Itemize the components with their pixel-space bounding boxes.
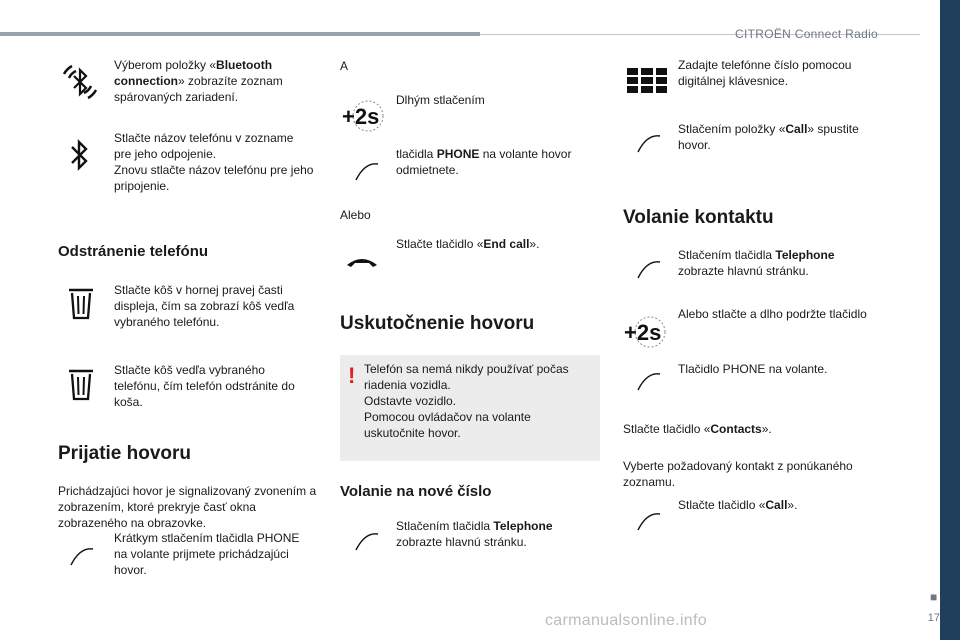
trash-text-1: Stlačte kôš v hornej pravej časti displeja, čím sa zobrazí kôš vedľa vybraného telefónu. xyxy=(114,283,295,329)
page-number: 17 xyxy=(927,612,940,624)
receive-press-text: Krátkym stlačením tlačidla PHONE na volante prijmete prichádzajúci hovor. xyxy=(114,531,300,577)
svg-text:+2s: +2s xyxy=(342,104,380,129)
keypad-icon xyxy=(627,68,667,94)
new-number-heading: Volanie na nové číslo xyxy=(340,483,492,500)
keypad-text: Zadajte telefónne číslo pomocou digitálnej klávesnice. xyxy=(678,58,852,88)
telephone-text: Stlačením tlačidla Telephone zobrazte hlavnú stránku. xyxy=(678,248,835,278)
long-press-2s-icon xyxy=(340,97,386,135)
sidebar-band xyxy=(940,0,960,640)
reject-text: tlačidla PHONE na volante hovor odmietnete. xyxy=(396,147,572,177)
end-call-text: Stlačte tlačidlo «End call». xyxy=(396,237,540,251)
phone-button-icon xyxy=(353,530,381,554)
contacts-text: Stlačte tlačidlo «Contacts». xyxy=(623,422,772,436)
receive-call-heading: Prijatie hovoru xyxy=(58,443,192,464)
bluetooth-pair-text: Stlačte názov telefónu v zozname pre jeho odpojenie. Znovu stlačte názov telefónu pre jeho pripojenie. xyxy=(114,131,314,193)
call-icon xyxy=(635,510,663,534)
bluetooth-connection-text: Výberom položky «Bluetooth connection» zobrazíte zoznam spárovaných zariadení. xyxy=(114,58,283,104)
trash-text-2: Stlačte kôš vedľa vybraného telefónu, čím telefón odstránite do koša. xyxy=(114,363,295,409)
long-press-text: Dlhým stlačením xyxy=(396,93,485,107)
page-marker: ■ xyxy=(930,590,938,604)
phone-button-icon xyxy=(68,545,96,569)
phone-button-icon xyxy=(635,258,663,282)
svg-text:+2s: +2s xyxy=(624,320,662,345)
telephone-text: Stlačením tlačidla Telephone zobrazte hlavnú stránku. xyxy=(396,519,553,549)
choose-contact-text: Vyberte požadovaný kontakt z ponúkaného zoznamu. xyxy=(623,459,853,489)
receive-intro-text: Prichádzajúci hovor je signalizovaný zvonením a zobrazením, ktoré prekryje časť okna zobrazeného na obrazovke. xyxy=(58,484,317,530)
phone-button-icon xyxy=(635,370,663,394)
delete-phone-heading: Odstránenie telefónu xyxy=(58,243,209,260)
phone-wheel-text: Tlačidlo PHONE na volante. xyxy=(678,362,828,376)
warning-text: Telefón sa nemá nikdy používať počas riadenia vozidla. Odstavte vozidlo. Pomocou ovládačov na volante uskutočnite hovor. xyxy=(364,362,569,440)
warning-icon: ! xyxy=(348,363,356,388)
header-title: CITROËN Connect Radio xyxy=(735,27,879,41)
phone-button-icon xyxy=(353,160,381,184)
call-icon xyxy=(635,132,663,156)
warning-box xyxy=(340,355,600,461)
trash-icon xyxy=(67,368,95,402)
bluetooth-icon xyxy=(66,137,94,173)
long-press-2s-icon xyxy=(622,313,668,351)
header-bar xyxy=(0,32,480,36)
end-call-icon xyxy=(345,255,379,269)
bluetooth-connection-icon xyxy=(58,60,102,104)
call2-text: Stlačte tlačidlo «Call». xyxy=(678,498,798,512)
label-a: A xyxy=(340,59,349,73)
make-call-heading: Uskutočnenie hovoru xyxy=(340,313,535,334)
watermark: carmanualsonline.info xyxy=(545,612,707,629)
call-text: Stlačením položky «Call» spustite hovor. xyxy=(678,122,859,152)
call-contact-heading: Volanie kontaktu xyxy=(623,207,774,228)
long-press-text: Alebo stlačte a dlho podržte tlačidlo xyxy=(678,307,867,321)
trash-icon xyxy=(67,287,95,321)
label-alebo: Alebo xyxy=(340,208,371,222)
